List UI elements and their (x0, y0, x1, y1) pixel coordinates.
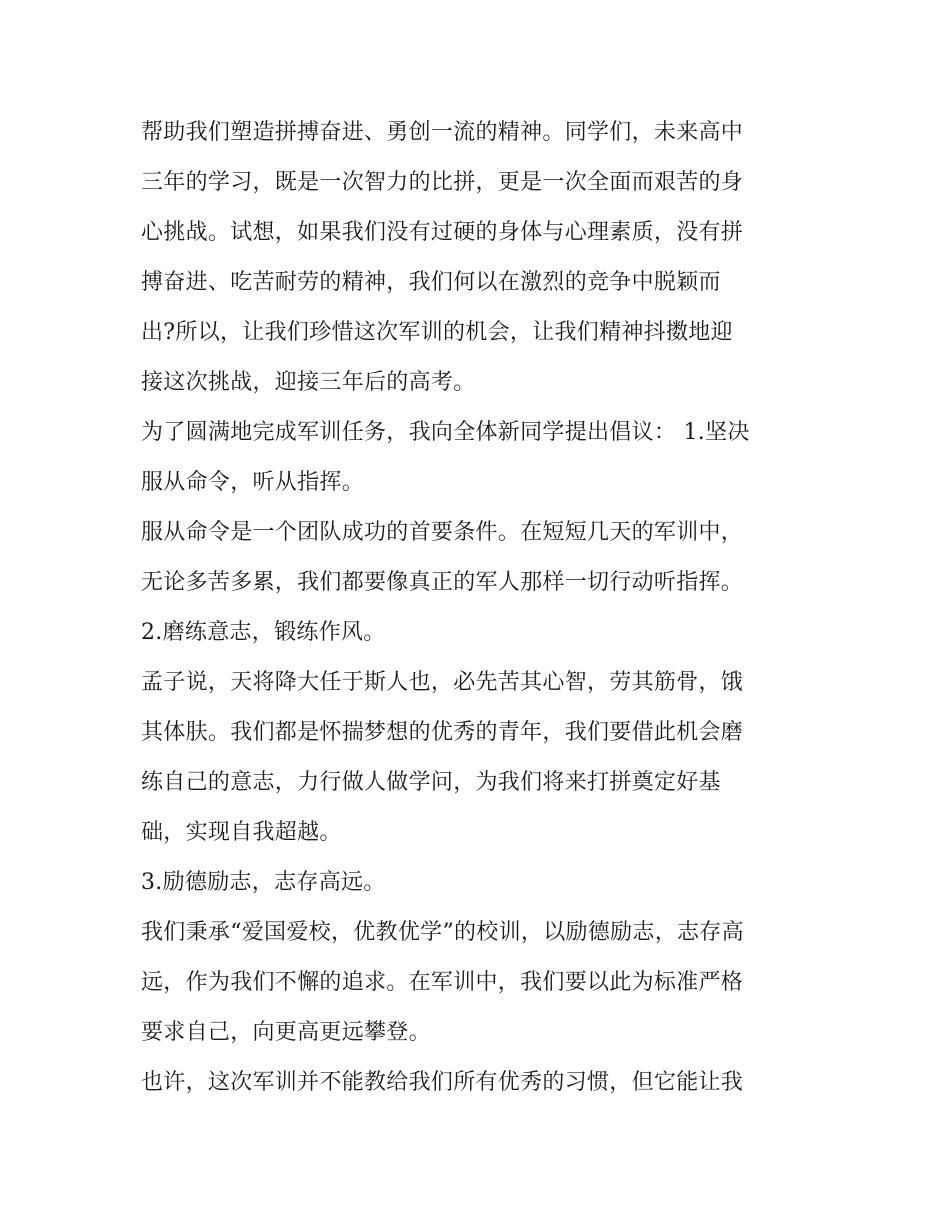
text-line: 3.励德励志，志存高远。 (141, 870, 386, 895)
text-line: 2.磨练意志，锻练作风。 (141, 620, 386, 645)
text-line: 三年的学习，既是一次智力的比拼，更是一次全面而艰苦的身 (141, 170, 744, 195)
text-line: 要求自己，向更高更远攀登。 (141, 1020, 431, 1045)
text-line: 服从命令是一个团队成功的首要条件。在短短几天的军训中， (141, 520, 744, 545)
text-line: 为了圆满地完成军训任务，我向全体新同学提出倡议： 1.坚决 (141, 420, 750, 445)
text-line: 搏奋进、吃苦耐劳的精神，我们何以在激烈的竞争中脱颖而 (141, 270, 721, 295)
text-line: 孟子说，天将降大任于斯人也，必先苦其心智，劳其筋骨，饿 (141, 670, 744, 695)
body-text (141, 108, 831, 1108)
text-line: 练自己的意志，力行做人做学问，为我们将来打拼奠定好基 (141, 770, 721, 795)
text-line: 帮助我们塑造拼搏奋进、勇创一流的精神。同学们，未来高中 (141, 120, 744, 145)
text-line: 我们秉承“爱国爱校，优教优学”的校训，以励德励志，志存高 (141, 920, 744, 945)
text-line: 出?所以，让我们珍惜这次军训的机会，让我们精神抖擞地迎 (141, 320, 733, 345)
text-line: 远，作为我们不懈的追求。在军训中，我们要以此为标准严格 (141, 970, 744, 995)
text-line: 础，实现自我超越。 (141, 820, 342, 845)
text-line: 其体肤。我们都是怀揣梦想的优秀的青年，我们要借此机会磨 (141, 720, 744, 745)
text-line: 无论多苦多累，我们都要像真正的军人那样一切行动听指挥。 (141, 570, 744, 595)
text-line: 接这次挑战，迎接三年后的高考。 (141, 370, 476, 395)
text-line: 也许，这次军训并不能教给我们所有优秀的习惯，但它能让我 (141, 1070, 744, 1095)
text-line: 心挑战。试想，如果我们没有过硬的身体与心理素质，没有拼 (141, 220, 744, 245)
text-line: 服从命令，听从指挥。 (141, 470, 365, 495)
